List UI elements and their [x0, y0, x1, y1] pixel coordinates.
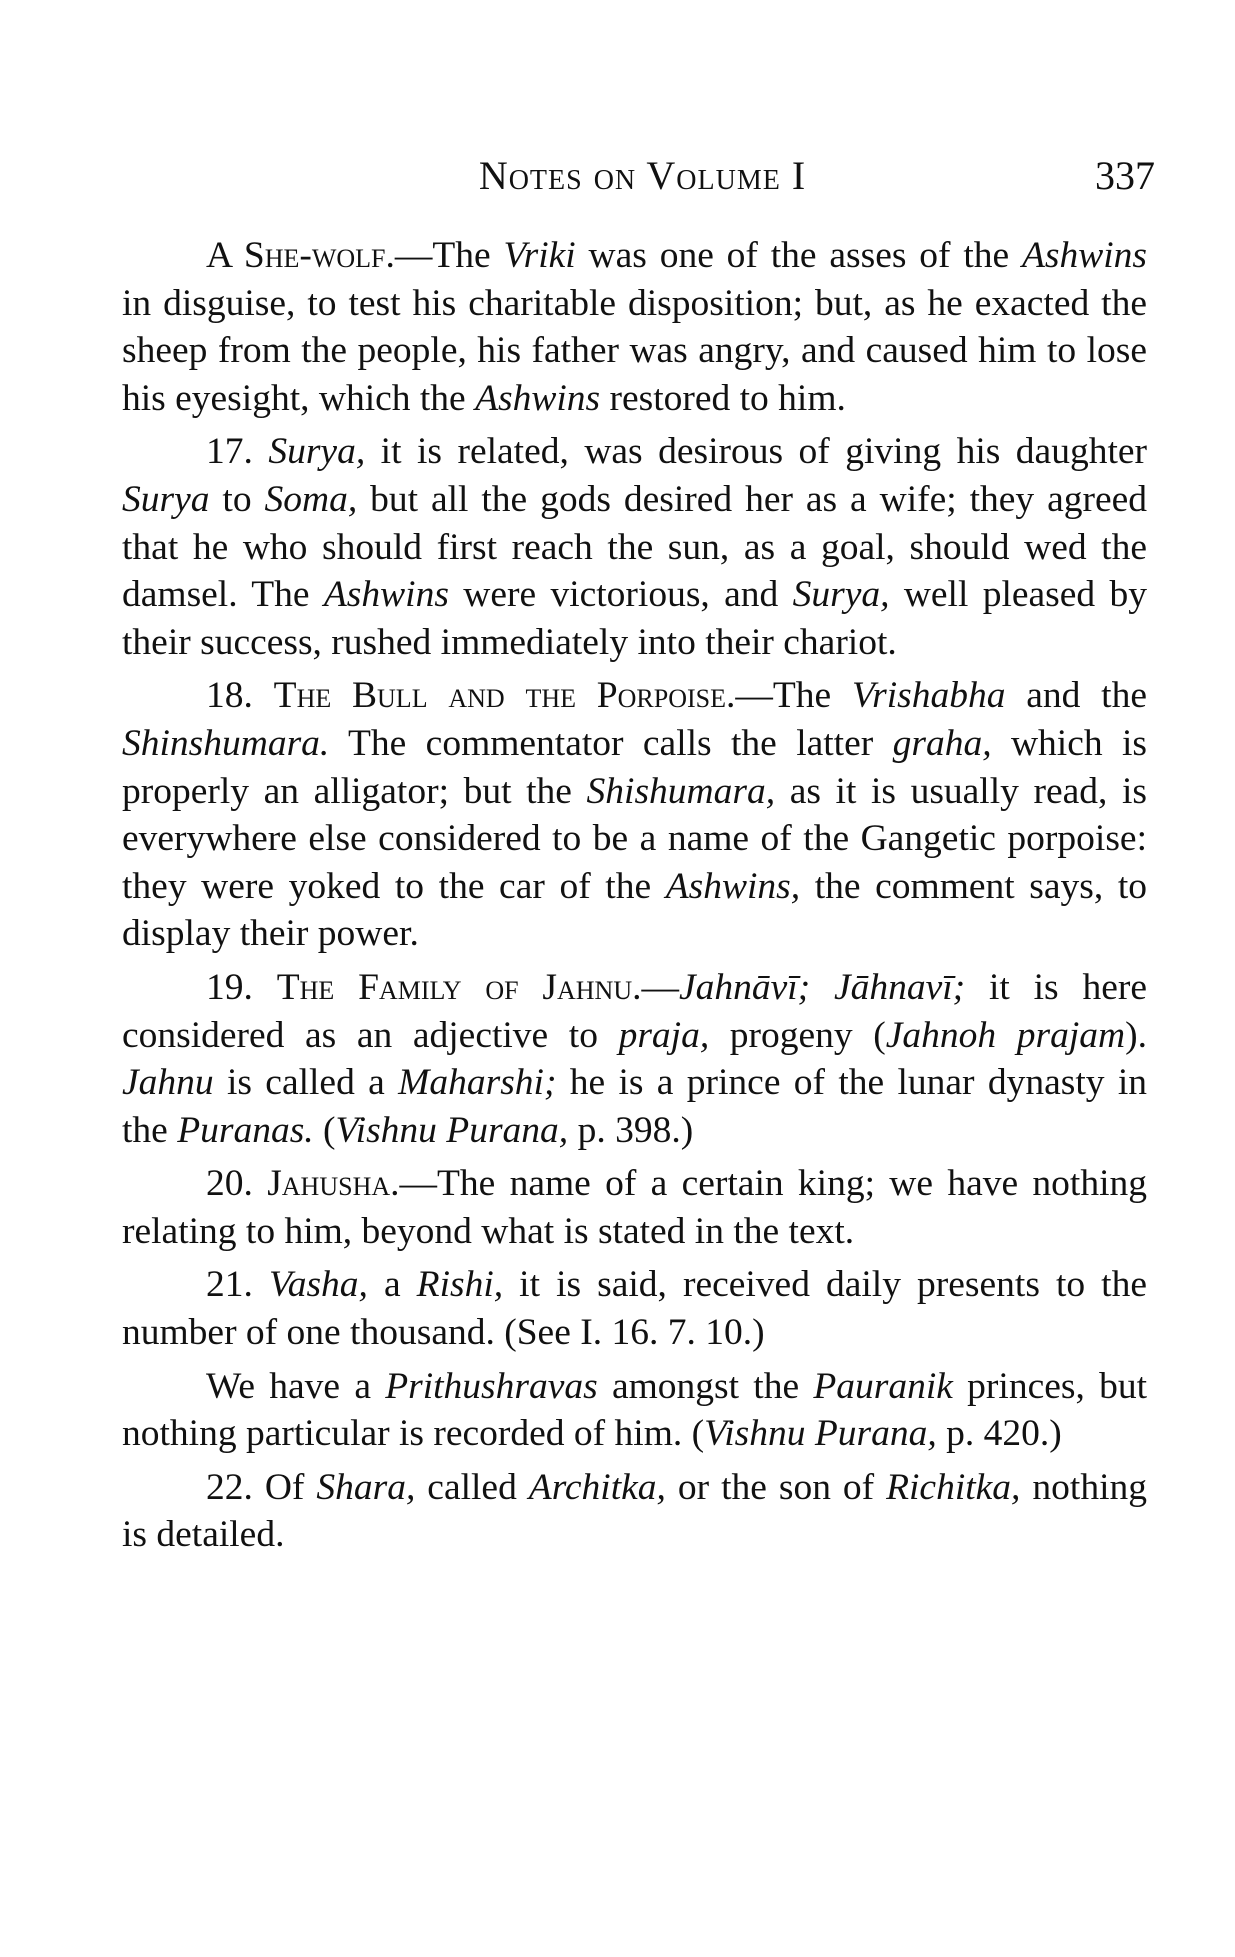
- text-run: he is a prince of the lunar dynasty in the: [122, 1062, 1147, 1151]
- text-run: restored to him.: [600, 377, 846, 419]
- text-run: called: [415, 1466, 529, 1508]
- italic-term: Surya,: [268, 431, 366, 473]
- italic-term: Shinshumara.: [122, 722, 330, 764]
- paragraph: [122, 1160, 1147, 1255]
- text-run: —The: [735, 675, 852, 717]
- text-run: 21.: [206, 1264, 269, 1306]
- text-run: The commentator calls the latter: [329, 722, 893, 764]
- italic-term: Ashwins,: [665, 865, 801, 907]
- italic-term: Vasha,: [268, 1264, 368, 1306]
- text-run: a: [367, 1264, 417, 1306]
- italic-term: Shishumara,: [586, 770, 776, 812]
- italic-term: Jahnoh prajam: [885, 1014, 1126, 1056]
- italic-term: graha,: [892, 722, 992, 764]
- text-run: ).: [1125, 1014, 1147, 1056]
- paragraph: [122, 428, 1147, 666]
- text-run: it is related, was desirous of giving his daughter: [365, 431, 1147, 473]
- italic-term: Maharshi;: [398, 1062, 557, 1104]
- italic-term: Vrishabha: [851, 675, 1006, 717]
- text-run: as it is usually read, is everywhere else considered to be a name of the Gangetic porpoise: they were yoked to the car of the: [122, 770, 1147, 907]
- text-run: the comment says, to display their power.: [122, 865, 1148, 955]
- text-run: amongst the: [597, 1365, 814, 1407]
- paragraph: [122, 232, 1147, 422]
- italic-term: Vishnu Purana,: [704, 1413, 937, 1455]
- italic-term: Pauranik: [813, 1365, 953, 1407]
- italic-term: Shara,: [316, 1466, 416, 1508]
- text-run: well pleased by their success, rushed immediately into their chariot.: [122, 574, 1148, 663]
- text-run: —: [641, 966, 679, 1008]
- text-run: 17.: [206, 431, 269, 473]
- section-heading: The Family of Jahnu.: [276, 966, 642, 1008]
- text-run: 19.: [206, 966, 277, 1008]
- text-run: 20.: [206, 1163, 268, 1205]
- text-run: and the: [1005, 675, 1147, 717]
- text-run: nothing is detailed.: [122, 1466, 1147, 1556]
- text-run: to: [209, 478, 265, 520]
- text-run: 22. Of: [206, 1466, 317, 1508]
- text-run: it is here considered as an adjective to: [122, 966, 1147, 1056]
- running-title: Notes on Volume I: [478, 153, 807, 198]
- text-run: is called a: [213, 1062, 399, 1104]
- italic-term: Surya: [122, 478, 210, 520]
- italic-term: Vriki: [503, 235, 576, 276]
- section-heading: A She-wolf.: [206, 235, 395, 276]
- italic-term: Ashwins: [1021, 235, 1147, 276]
- italic-term: Surya,: [792, 574, 890, 616]
- paragraph: [122, 1464, 1147, 1559]
- italic-term: Vishnu Purana,: [335, 1109, 569, 1151]
- page-number: 337: [1095, 153, 1155, 198]
- text-run: p. 398.): [568, 1109, 694, 1151]
- text-run: it is said, received daily presents to the number of one thousand. (See I. 16. 7. 10.): [122, 1264, 1147, 1354]
- text-run: but all the gods desired her as a wife; they agreed that he who should first reach the sun, as a goal, should wed the damsel. The: [122, 478, 1147, 616]
- page-header: [130, 152, 1155, 212]
- italic-term: Ashwins: [475, 377, 601, 419]
- paragraph: [122, 1363, 1147, 1458]
- text-run: 18.: [206, 675, 274, 717]
- text-run: princes, but nothing particular is recorded of him. (: [122, 1365, 1147, 1455]
- text-run: was one of the asses of the: [575, 235, 1022, 276]
- paragraph: [122, 1261, 1147, 1356]
- section-heading: The Bull and the Porpoise.: [273, 675, 736, 717]
- text-run: (: [313, 1109, 336, 1151]
- paragraph: [122, 672, 1147, 958]
- italic-term: Puranas.: [177, 1109, 314, 1151]
- section-heading: Jahusha.: [267, 1163, 400, 1205]
- text-run: were victorious, and: [448, 574, 793, 616]
- text-run: in disguise, to test his charitable disposition; but, as he exacted the sheep from the people, his father was angry, and caused him to lose his eyesight, which the: [122, 282, 1147, 419]
- text-run: We have a: [206, 1365, 386, 1407]
- page-body: [122, 232, 1147, 1565]
- italic-term: Jahnu: [122, 1062, 214, 1104]
- italic-term: Jahnāvī; Jāhnavī;: [678, 966, 966, 1008]
- italic-term: Ashwins: [323, 574, 449, 616]
- italic-term: Architka,: [528, 1466, 666, 1508]
- italic-term: Soma,: [264, 478, 358, 520]
- italic-term: Prithushravas: [385, 1365, 598, 1407]
- italic-term: Rishi,: [416, 1264, 504, 1306]
- text-run: progeny (: [709, 1014, 886, 1056]
- paragraph: [122, 964, 1147, 1154]
- text-run: which is properly an alligator; but the: [122, 722, 1147, 812]
- italic-term: praja,: [618, 1014, 710, 1056]
- text-run: —The name of a certain king; we have nothing relating to him, beyond what is stated in the text.: [122, 1163, 1148, 1252]
- text-run: or the son of: [665, 1466, 887, 1508]
- text-run: —The: [394, 235, 504, 276]
- italic-term: Richitka,: [886, 1466, 1021, 1508]
- text-run: p. 420.): [936, 1413, 1062, 1455]
